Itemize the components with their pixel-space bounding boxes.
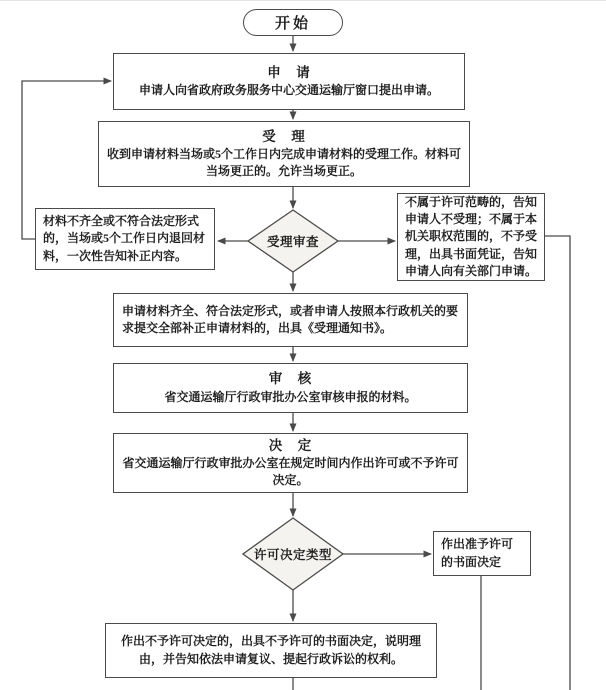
review-check-label: 受理审查 [266, 235, 319, 249]
start-node-label: 开始 [274, 16, 311, 32]
start-node [243, 9, 343, 36]
connector-notinscope-down [545, 236, 570, 690]
notice-node-body: 申请材料齐全、符合法定形式，或者申请人按照本行政机关的要求提交全部补正申请材料的，出具《受理通知书》。 [122, 303, 459, 335]
accept-node-title: 受 理 [262, 128, 306, 144]
apply-node [113, 53, 465, 110]
decide-node [113, 433, 468, 493]
audit-node-body: 省交通运输厅行政审批办公室审核申报的材料。 [164, 389, 417, 404]
deny-node [105, 623, 437, 678]
deny-node-body: 作出不予许可决定的，出具不予许可的书面决定，说明理由，并告知依法申请复议、提起行政诉讼的权利。 [120, 634, 421, 666]
incomplete-node-body: 材料不齐全或不符合法定形式的，当场或5个工作日内退回材料，一次性告知补正内容。 [43, 214, 206, 263]
grant-node [433, 531, 531, 576]
audit-node [113, 363, 468, 413]
decide-node-title: 决 定 [268, 437, 313, 453]
incomplete-node [35, 208, 215, 270]
grant-node-body: 作出准予许可的书面决定 [441, 537, 514, 569]
apply-node-title: 申 请 [267, 64, 311, 80]
apply-node-body: 申请人向省政府政务服务中心交通运输厅窗口提出申请。 [138, 83, 439, 98]
decision-type-label: 许可决定类型 [253, 548, 332, 562]
audit-node-title: 审 核 [268, 371, 313, 387]
not-in-scope-node [397, 193, 545, 281]
not-in-scope-node-body: 不属于许可范畴的，告知申请人不受理；不属于本机关职权范围的，不予受理，出具书面凭证，告知申请人向有关部门申请。 [405, 195, 538, 278]
decide-node-body: 省交通运输厅行政审批办公室在规定时间内作出许可或不予许可决定。 [122, 456, 459, 488]
notice-node [113, 293, 468, 347]
accept-node [98, 121, 470, 187]
accept-node-body: 收到申请材料当场或5个工作日内完成申请材料的受理工作。材料可当场更正的。允许当场更正。 [107, 147, 462, 179]
